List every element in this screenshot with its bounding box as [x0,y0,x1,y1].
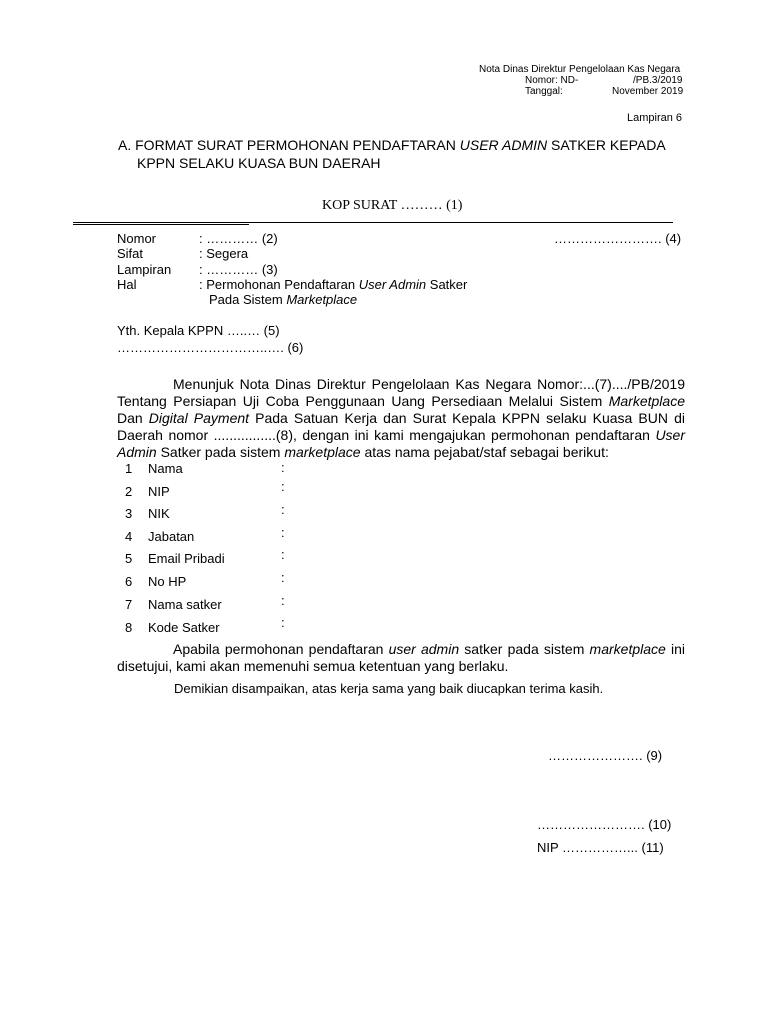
body-paragraph-3: Demikian disampaikan, atas kerja sama yang baik diucapkan terima kasih. [174,681,604,696]
field-label-4: Jabatan [148,529,195,544]
nomor-value: : ………… (2) [199,231,278,246]
hal-value-italic: User Admin [358,277,427,292]
p2-c: satker pada sistem [459,641,590,657]
kop-divider-line-short [73,224,249,225]
signature-nip: NIP ……………... (11) [537,840,664,855]
field-label-6: No HP [148,574,187,589]
nomor-label: Nomor [117,231,157,246]
sifat-label: Sifat [117,246,144,261]
header-ref-tanggal-label: Tanggal: [525,86,563,97]
field-label-3: NIK [148,506,170,521]
header-ref-tanggal-value: November 2019 [612,86,684,97]
recipient-line1: Yth. Kepala KPPN …..… (5) [117,323,280,338]
field-label-7: Nama satker [148,597,222,612]
field-colon-2: : [281,479,285,494]
hal-value-line2 [209,292,357,307]
hal-label: Hal [117,277,137,292]
field-colon-1: : [281,460,285,475]
section-title-part3: SATKER KEPADA [547,137,666,153]
field-colon-7: : [281,593,285,608]
p1-c: Dan [117,410,149,426]
recipient-line2: ……………………………..…. (6) [117,340,304,355]
p2-a: Apabila permohonan pendaftaran [173,641,389,657]
signature-name: ……………………. (10) [537,817,672,832]
p1-h: marketplace [284,444,361,460]
body-paragraph-1 [117,376,685,461]
hal-value-a: : Permohonan Pendaftaran [199,277,359,292]
header-ref-nomor-value: /PB.3/2019 [633,75,683,86]
p1-e: Pada Satuan Kerja dan Surat Kepala KPPN selaku Kuasa BUN di Daerah nomor ................(8), dengan ini kami mengajukan permohonan pendaftaran [117,410,685,443]
field-label-8: Kode Satker [148,620,220,635]
section-title [118,137,666,153]
hal-value2-italic: Marketplace [286,292,358,307]
field-no-1: 1 [125,461,133,476]
p2-d: marketplace [589,641,666,657]
section-title-italic: USER ADMIN [459,137,548,153]
p2-b: user admin [388,641,460,657]
p1-a: Menunjuk Nota Dinas Direktur Pengelolaan Kas Negara Nomor:...(7)..../PB/2019 Tentang Persiapan Uji Coba Penggunaan Uang Persediaan Melalui Sistem [117,376,685,409]
field-colon-4: : [281,525,285,540]
section-letter: A. [118,137,132,153]
field-colon-5: : [281,547,285,562]
sifat-value: : Segera [199,246,249,261]
lampiran-label: Lampiran 6 [627,112,683,124]
p2-e: ini disetujui, kami akan memenuhi semua ketentuan yang berlaku. [117,641,685,674]
field-no-3: 3 [125,506,133,521]
field-no-4: 4 [125,529,133,544]
field-colon-6: : [281,570,285,585]
section-title-part1: FORMAT SURAT PERMOHONAN PENDAFTARAN [135,137,460,153]
field-no-7: 7 [125,597,133,612]
field-no-5: 5 [125,551,133,566]
field-label-5: Email Pribadi [148,551,225,566]
field-no-6: 6 [125,574,133,589]
hal-value2-a: Pada Sistem [209,292,287,307]
header-ref-nomor-label: Nomor: ND- [525,75,579,86]
kop-surat: KOP SURAT ……… (1) [322,198,463,213]
field-label-2: NIP [148,484,170,499]
kop-divider-line [73,222,673,223]
p1-i: atas nama pejabat/staf sebagai berikut: [360,444,609,460]
hal-value [199,277,467,292]
section-title-line2: KPPN SELAKU KUASA BUN DAERAH [137,155,381,171]
p1-b: Marketplace [608,393,685,409]
field-label-1: Nama [148,461,183,476]
field-colon-3: : [281,502,285,517]
signature-position: …………………. (9) [548,748,663,763]
p1-g: Satker pada sistem [156,444,285,460]
header-ref-line1: Nota Dinas Direktur Pengelolaan Kas Negara [479,64,681,75]
lampiran-row-value: : ………… (3) [199,262,278,277]
lampiran-row-label: Lampiran [117,262,172,277]
field-colon-8: : [281,615,285,630]
p1-d: Digital Payment [148,410,250,426]
field-no-8: 8 [125,620,133,635]
body-paragraph-2 [117,641,685,675]
date-placeholder: ……………………. (4) [554,231,682,246]
p1-f: User Admin [117,427,685,460]
field-no-2: 2 [125,484,133,499]
hal-value-c: Satker [426,277,468,292]
